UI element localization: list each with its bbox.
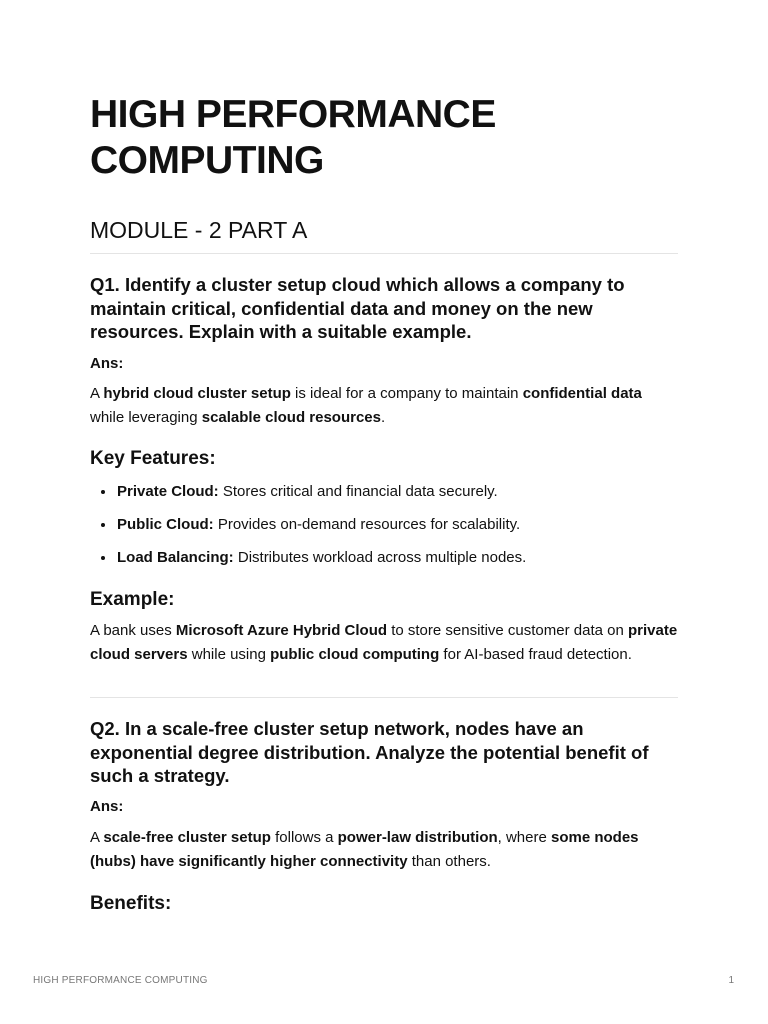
answer-label-1: Ans: <box>90 355 124 372</box>
document-title <box>90 92 496 184</box>
benefits-heading: Benefits: <box>90 893 172 914</box>
list-item: Public Cloud: Provides on-demand resources for scalability. <box>90 515 678 548</box>
list-item: Load Balancing: Distributes workload across multiple nodes. <box>90 548 678 581</box>
section-divider <box>90 697 678 698</box>
question-1: Q1. Identify a cluster setup cloud which allows a company to maintain critical, confidential data and money on the new resources. Explain with a suitable example. <box>90 274 625 342</box>
list-item: Private Cloud: Stores critical and financial data securely. <box>90 482 678 515</box>
answer-label-2: Ans: <box>90 798 124 815</box>
module-heading: MODULE - 2 PART A <box>90 217 308 243</box>
footer-title: HIGH PERFORMANCE COMPUTING <box>33 975 208 986</box>
document-title-line-1: HIGH PERFORMANCE <box>90 93 496 136</box>
example-text: A bank uses Microsoft Azure Hybrid Cloud to store sensitive customer data on private cloud servers while using public cloud computing for AI-based fraud detection. <box>90 622 678 663</box>
section-divider <box>90 253 678 254</box>
key-features-heading: Key Features: <box>90 448 216 469</box>
answer-1-text: A hybrid cloud cluster setup is ideal for a company to maintain confidential data while leveraging scalable cloud resources. <box>90 385 642 426</box>
answer-2-text: A scale-free cluster setup follows a power-law distribution, where some nodes (hubs) have significantly higher connectivity than others. <box>90 829 639 870</box>
page-number: 1 <box>728 975 734 986</box>
example-heading: Example: <box>90 589 175 610</box>
key-features-list <box>90 482 678 581</box>
question-2: Q2. In a scale-free cluster setup network, nodes have an exponential degree distribution. Analyze the potential benefit of such a strategy. <box>90 718 649 786</box>
document-title-line-2: COMPUTING <box>90 139 324 182</box>
